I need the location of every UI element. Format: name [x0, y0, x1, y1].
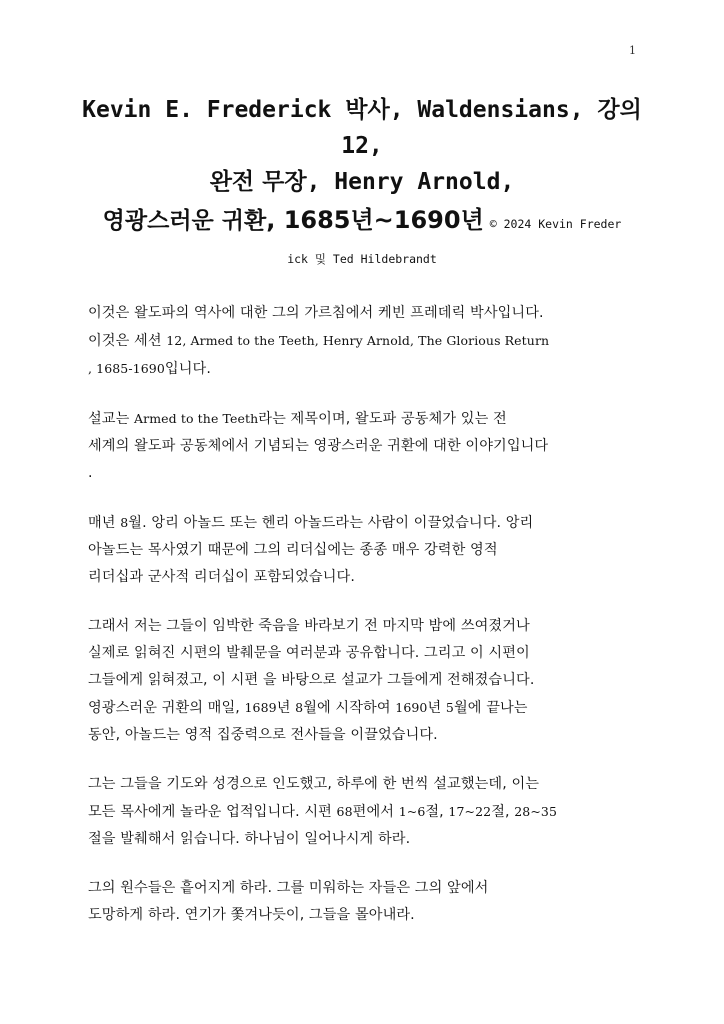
text-line	[88, 509, 640, 537]
page-number: 1	[629, 44, 636, 57]
text-line	[88, 798, 640, 826]
text-run: 1690	[395, 700, 428, 715]
text-line: 그는 그들을 기도와 성경으로 인도했고, 하루에 한 번씩 설교했는데, 이는	[88, 776, 540, 792]
paragraph	[88, 509, 640, 591]
text-line	[88, 694, 640, 722]
title-line-1	[80, 92, 644, 128]
text-run: 입니다.	[164, 361, 211, 377]
text-line: 이것은 왈도파의 역사에 대한 그의 가르침에서 케빈 프레데릭 박사입니다.	[88, 305, 544, 321]
text-line: 세계의 왈도파 공동체에서 기념되는 영광스러운 귀환에 대한 이야기입니다	[88, 438, 549, 454]
text-run: 28~35	[514, 804, 558, 819]
text-line: 절을 발췌해서 읽습니다. 하나님이 일어나시게 하라.	[88, 831, 411, 847]
text-run: 월에 시작하여	[303, 700, 396, 716]
paragraph	[88, 613, 640, 749]
text-run: 설교는	[88, 411, 135, 427]
text-line: 그들에게 읽혀졌고, 이 시편 을 바탕으로 설교가 그들에게 전해졌습니다.	[88, 672, 535, 688]
text-line	[88, 405, 640, 433]
text-run: Armed to the Teeth	[134, 411, 259, 426]
text-line	[88, 355, 640, 383]
text-run: 68	[336, 804, 353, 819]
text-run: , 1685-1690	[88, 361, 165, 376]
document-title	[80, 92, 644, 270]
text-run: 라는 제목이며, 왈도파 공동체가 있는 전	[258, 411, 507, 427]
paragraph	[88, 300, 640, 383]
text-run: 영광스러운 귀환의 매일,	[88, 700, 245, 716]
text-run: 1~6	[398, 804, 426, 819]
title-line-2: 12,	[341, 133, 383, 159]
text-line: 아놀드는 목사였기 때문에 그의 리더십에는 종종 매우 강력한 영적	[88, 542, 498, 558]
title-text: 영광스러운 귀환	[102, 208, 267, 234]
title-line-4	[80, 200, 644, 244]
title-text: 완전 무장	[209, 169, 307, 195]
text-run: 12, Armed to the Teeth, Henry Arnold, The Glorious Return	[166, 333, 550, 348]
title-text: , 1685년~1690년	[266, 206, 484, 234]
text-line: 동안, 아놀드는 영적 집중력으로 전사들을 이끌었습니다.	[88, 727, 438, 743]
copyright-notice: © 2024 Kevin Freder	[489, 217, 622, 231]
text-run: 편에서	[352, 804, 399, 820]
text-line: 그래서 저는 그들이 임박한 죽음을 바라보기 전 마지막 밤에 쓰여졌거나	[88, 618, 530, 634]
text-line	[88, 327, 640, 355]
paragraph	[88, 405, 640, 487]
title-text: 강의	[597, 97, 642, 123]
text-line: .	[88, 465, 93, 481]
text-line: 실제로 읽혀진 시편의 발췌문을 여러분과 공유합니다. 그리고 이 시편이	[88, 645, 530, 661]
text-run: 이것은 세션	[88, 333, 167, 349]
text-line: 그의 원수들은 흩어지게 하라. 그를 미워하는 자들은 그의 앞에서	[88, 880, 489, 896]
text-line: 도망하게 하라. 연기가 쫓겨나듯이, 그들을 몰아내라.	[88, 907, 415, 923]
title-text: , Waldensians,	[389, 97, 598, 123]
paragraph	[88, 875, 640, 929]
text-run: 년	[276, 700, 296, 716]
body-text	[88, 300, 640, 951]
text-run: 8	[120, 515, 129, 530]
text-run: 8	[295, 700, 304, 715]
title-text: , Henry Arnold,	[306, 169, 515, 195]
title-line-3	[80, 164, 644, 200]
title-text: 박사	[345, 97, 390, 123]
text-run: 5	[445, 700, 454, 715]
title-text: Kevin E. Frederick	[82, 97, 346, 123]
text-run: 모든 목사에게 놀라운 업적입니다. 시편	[88, 804, 337, 820]
paragraph	[88, 771, 640, 853]
copyright-notice-continued: ick 및 Ted Hildebrandt	[287, 252, 437, 266]
text-run: 17~22	[448, 804, 492, 819]
text-run: 년	[427, 700, 446, 716]
text-line: 리더십과 군사적 리더십이 포함되었습니다.	[88, 569, 355, 585]
text-run: 월. 앙리 아놀드 또는 헨리 아놀드라는 사람이 이끌었습니다. 앙리	[128, 515, 534, 531]
text-run: 1689	[244, 700, 277, 715]
text-run: 절,	[491, 804, 515, 820]
text-run: 절,	[425, 804, 449, 820]
text-run: 매년	[88, 515, 121, 531]
text-run: 월에 끝나는	[453, 700, 528, 716]
